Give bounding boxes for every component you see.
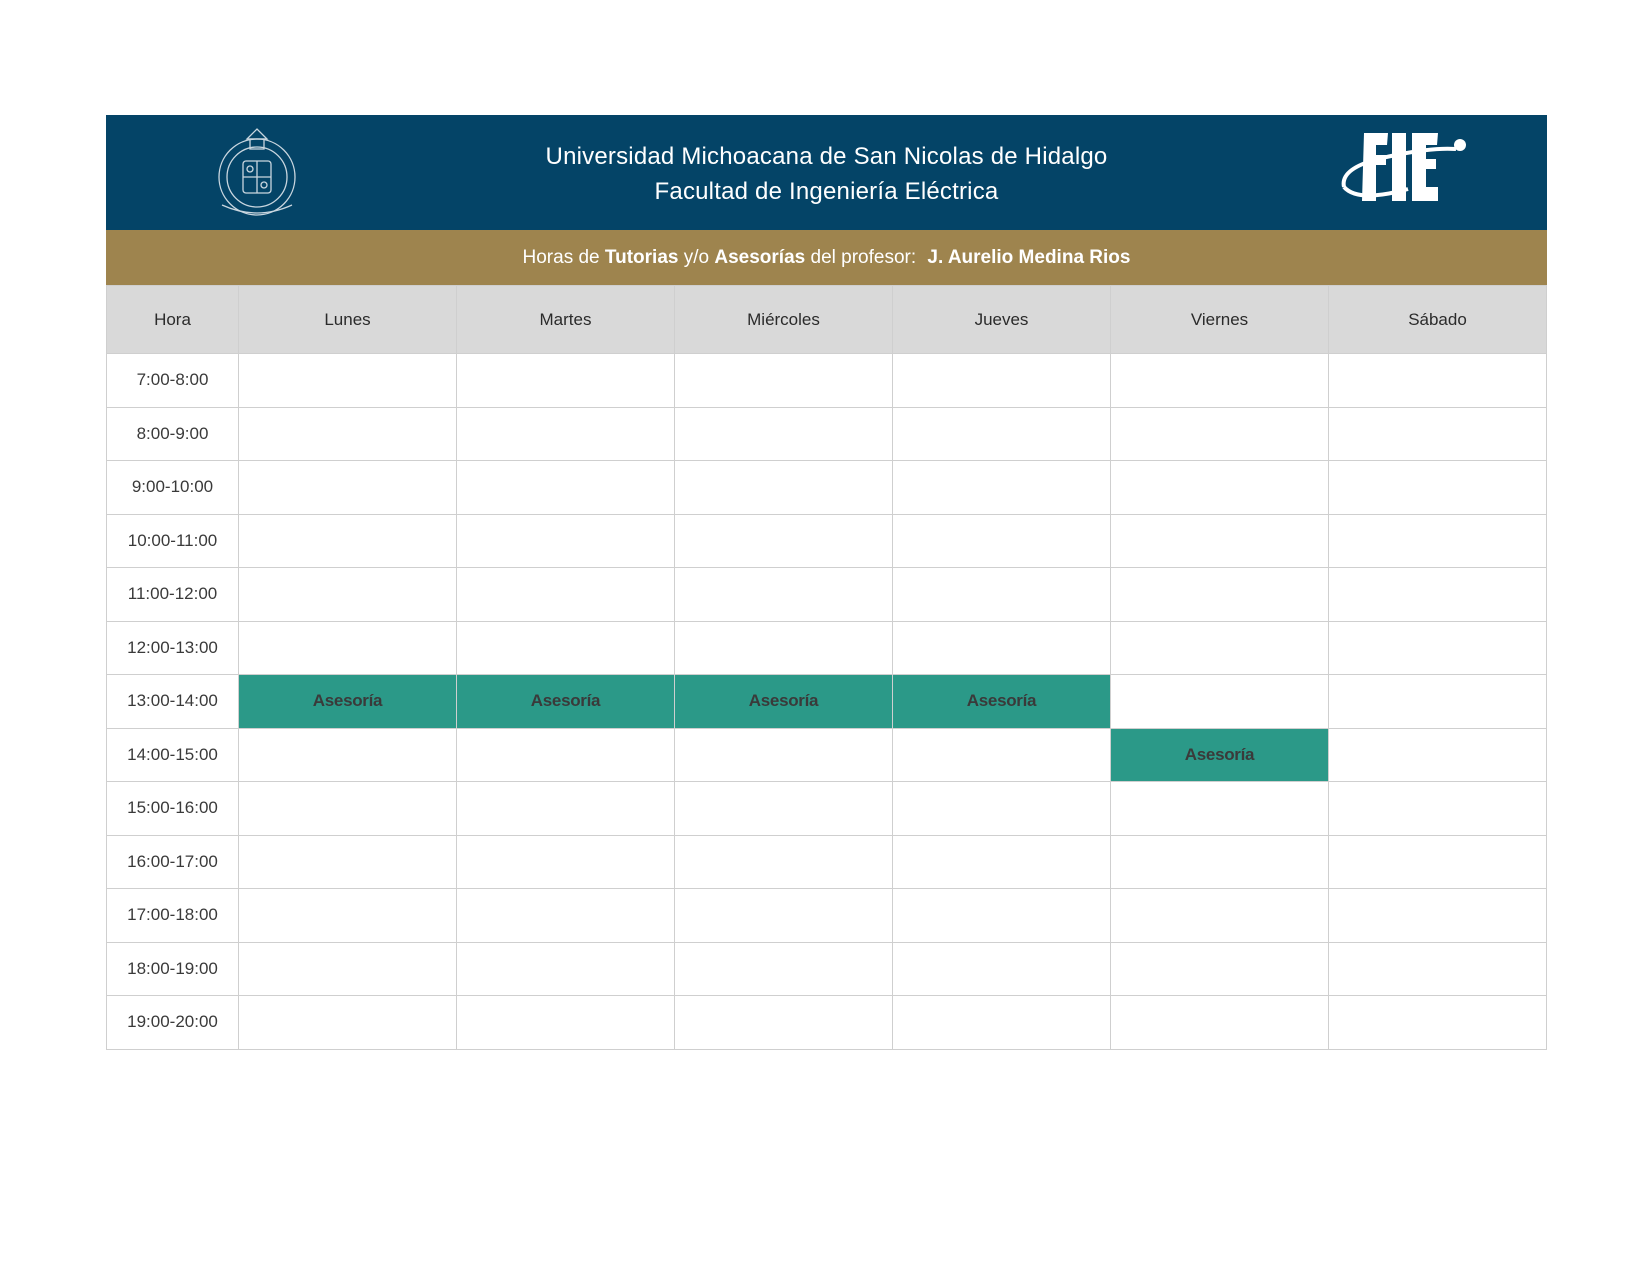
schedule-slot [1329, 782, 1547, 836]
schedule-slot [1329, 461, 1547, 515]
schedule-slot [457, 407, 675, 461]
table-row [107, 621, 1547, 675]
subtitle-suffix: del profesor: [810, 247, 917, 268]
schedule-slot [1111, 621, 1329, 675]
subtitle-asesorias: Asesorías [714, 247, 806, 268]
schedule-slot [1329, 621, 1547, 675]
schedule-slot [675, 514, 893, 568]
subtitle-connector: y/o [683, 247, 710, 268]
day-column-header: Martes [457, 286, 675, 354]
schedule-slot [239, 835, 457, 889]
hour-cell: 7:00-8:00 [107, 354, 239, 408]
schedule-slot [239, 568, 457, 622]
schedule-slot [893, 568, 1111, 622]
asesoria-slot: Asesoría [457, 675, 675, 729]
schedule-slot [675, 782, 893, 836]
university-name: Universidad Michoacana de San Nicolas de Hidalgo [545, 143, 1108, 170]
schedule-slot [457, 621, 675, 675]
hour-cell: 16:00-17:00 [107, 835, 239, 889]
asesoria-slot: Asesoría [239, 675, 457, 729]
schedule-slot [1111, 514, 1329, 568]
hour-cell: 8:00-9:00 [107, 407, 239, 461]
hour-cell: 12:00-13:00 [107, 621, 239, 675]
subtitle-bar [106, 230, 1547, 285]
schedule-slot [239, 354, 457, 408]
table-row [107, 835, 1547, 889]
schedule-slot [239, 942, 457, 996]
schedule-header-row [107, 286, 1547, 354]
schedule-slot [239, 514, 457, 568]
hour-cell: 9:00-10:00 [107, 461, 239, 515]
schedule-slot [457, 568, 675, 622]
banner-title [106, 139, 1547, 209]
schedule-slot [893, 835, 1111, 889]
schedule-slot [893, 621, 1111, 675]
schedule-slot [675, 621, 893, 675]
table-row [107, 728, 1547, 782]
day-column-header: Miércoles [675, 286, 893, 354]
schedule-slot [893, 942, 1111, 996]
hour-cell: 11:00-12:00 [107, 568, 239, 622]
professor-name: J. Aurelio Medina Rios [927, 247, 1131, 268]
header-banner [106, 115, 1547, 230]
table-row [107, 675, 1547, 729]
schedule-slot [893, 782, 1111, 836]
schedule-slot [893, 407, 1111, 461]
schedule-slot [1329, 889, 1547, 943]
schedule-slot [675, 354, 893, 408]
schedule-slot [457, 889, 675, 943]
schedule-slot [239, 782, 457, 836]
schedule-slot [457, 514, 675, 568]
schedule-slot [239, 407, 457, 461]
schedule-slot [1329, 942, 1547, 996]
hour-cell: 15:00-16:00 [107, 782, 239, 836]
asesoria-slot: Asesoría [893, 675, 1111, 729]
fie-logo-icon [1338, 129, 1468, 209]
schedule-slot [675, 568, 893, 622]
day-column-header: Viernes [1111, 286, 1329, 354]
schedule-slot [239, 461, 457, 515]
schedule-slot [1111, 996, 1329, 1050]
schedule-slot [893, 514, 1111, 568]
table-row [107, 568, 1547, 622]
schedule-slot [1329, 407, 1547, 461]
schedule-slot [457, 942, 675, 996]
schedule-slot [1111, 354, 1329, 408]
schedule-slot [239, 621, 457, 675]
hour-cell: 13:00-14:00 [107, 675, 239, 729]
day-column-header: Jueves [893, 286, 1111, 354]
schedule-slot [457, 835, 675, 889]
faculty-name: Facultad de Ingeniería Eléctrica [654, 178, 999, 205]
subtitle-prefix: Horas de [522, 247, 600, 268]
schedule-slot [457, 354, 675, 408]
schedule-slot [1329, 568, 1547, 622]
subtitle-tutorias: Tutorias [604, 247, 679, 268]
schedule-slot [1329, 675, 1547, 729]
schedule-slot [675, 407, 893, 461]
schedule-slot [893, 728, 1111, 782]
schedule-slot [1329, 354, 1547, 408]
schedule-slot [239, 728, 457, 782]
schedule-slot [893, 354, 1111, 408]
schedule-slot [893, 889, 1111, 943]
table-row [107, 889, 1547, 943]
schedule-slot [457, 782, 675, 836]
table-row [107, 782, 1547, 836]
schedule-slot [1111, 835, 1329, 889]
schedule-slot [1329, 835, 1547, 889]
schedule-slot [239, 889, 457, 943]
table-row [107, 407, 1547, 461]
schedule-table [106, 285, 1547, 1050]
schedule-slot [1329, 728, 1547, 782]
day-column-header: Lunes [239, 286, 457, 354]
schedule-slot [1111, 407, 1329, 461]
schedule-slot [457, 996, 675, 1050]
asesoria-slot: Asesoría [675, 675, 893, 729]
table-row [107, 461, 1547, 515]
schedule-slot [675, 835, 893, 889]
day-column-header: Sábado [1329, 286, 1547, 354]
table-row [107, 996, 1547, 1050]
hour-cell: 14:00-15:00 [107, 728, 239, 782]
schedule-slot [675, 461, 893, 515]
hour-column-header: Hora [107, 286, 239, 354]
schedule-slot [893, 996, 1111, 1050]
table-row [107, 942, 1547, 996]
schedule-slot [1111, 568, 1329, 622]
hour-cell: 10:00-11:00 [107, 514, 239, 568]
hour-cell: 19:00-20:00 [107, 996, 239, 1050]
schedule-slot [1111, 675, 1329, 729]
schedule-slot [1111, 461, 1329, 515]
schedule-body [107, 354, 1547, 1050]
schedule-slot [675, 942, 893, 996]
schedule-slot [675, 889, 893, 943]
schedule-sheet [106, 115, 1547, 1050]
schedule-slot [457, 728, 675, 782]
table-row [107, 354, 1547, 408]
schedule-slot [675, 996, 893, 1050]
schedule-slot [1111, 782, 1329, 836]
hour-cell: 17:00-18:00 [107, 889, 239, 943]
schedule-slot [1329, 996, 1547, 1050]
schedule-slot [893, 461, 1111, 515]
schedule-slot [675, 728, 893, 782]
schedule-slot [239, 996, 457, 1050]
asesoria-slot: Asesoría [1111, 728, 1329, 782]
schedule-slot [1329, 514, 1547, 568]
hour-cell: 18:00-19:00 [107, 942, 239, 996]
schedule-slot [457, 461, 675, 515]
schedule-slot [1111, 889, 1329, 943]
schedule-slot [1111, 942, 1329, 996]
table-row [107, 514, 1547, 568]
